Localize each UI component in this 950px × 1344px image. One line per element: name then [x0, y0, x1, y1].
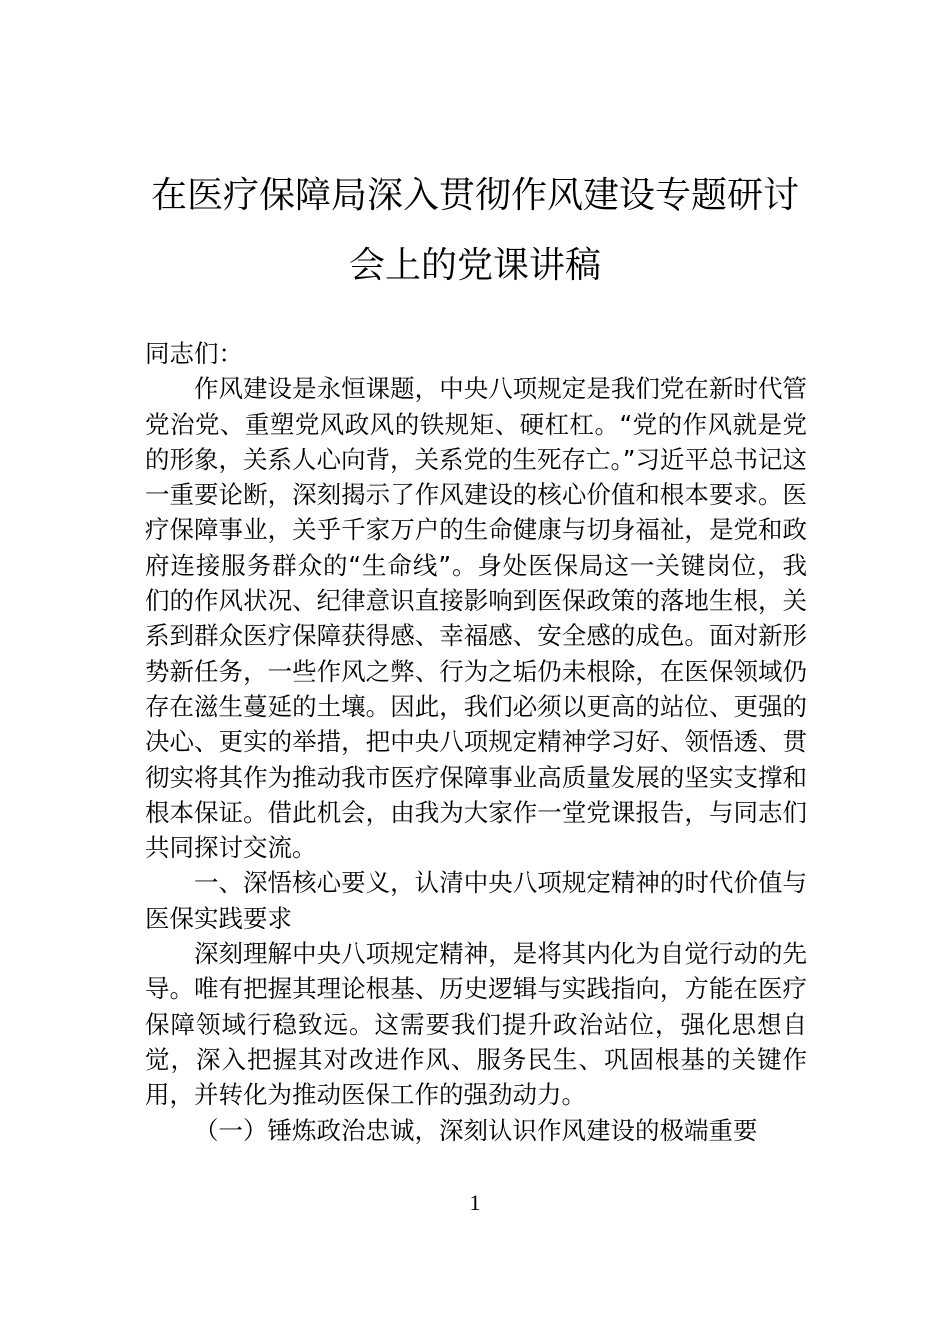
page-number: 1 — [469, 1190, 481, 1215]
subsection-heading-1: （一）锤炼政治忠诚，深刻认识作风建设的极端重要 — [194, 1115, 758, 1145]
document-title-line-1: 在医疗保障局深入贯彻作风建设专题研讨 — [150, 175, 799, 216]
salutation: 同志们： — [145, 339, 243, 368]
document-title-line-2: 会上的党课讲稿 — [348, 245, 601, 286]
document-body — [145, 336, 807, 1148]
paragraph-intro: 作风建设是永恒课题，中央八项规定是我们党在新时代管党治党、重塑党风政风的铁规矩、硬杠杠。“党的作风就是党的形象，关系人心向背，关系党的生死存亡。”习近平总书记这一重要论断，深刻揭示了作风建设的核心价值和根本要求。医疗保障事业，关乎千家万户的生命健康与切身福祉，是党和政府连接服务群众的“生命线”。身处医保局这一关键岗位，我们的作风状况、纪律意识直接影响到医保政策的落地生根，关系到群众医疗保障获得感、幸福感、安全感的成色。面对新形势新任务，一些作风之弊、行为之垢仍未根除，在医保领域仍存在滋生蔓延的土壤。因此，我们必须以更高的站位、更强的决心、更实的举措，把中央八项规定精神学习好、领悟透、贯彻实将其作为推动我市医疗保障事业高质量发展的坚实支撑和根本保证。借此机会，由我为大家作一堂党课报告，与同志们共同探讨交流。 — [145, 374, 807, 863]
section-heading-1: 一、深悟核心要义，认清中央八项规定精神的时代价值与医保实践要求 — [145, 868, 807, 933]
paragraph-section-1: 深刻理解中央八项规定精神，是将其内化为自觉行动的先导。唯有把握其理论根基、历史逻辑与实践指向，方能在医疗保障领域行稳致远。这需要我们提升政治站位，强化思想自觉，深入把握其对改进作风、服务民生、巩固根基的关键作用，并转化为推动医保工作的强劲动力。 — [145, 939, 807, 1110]
